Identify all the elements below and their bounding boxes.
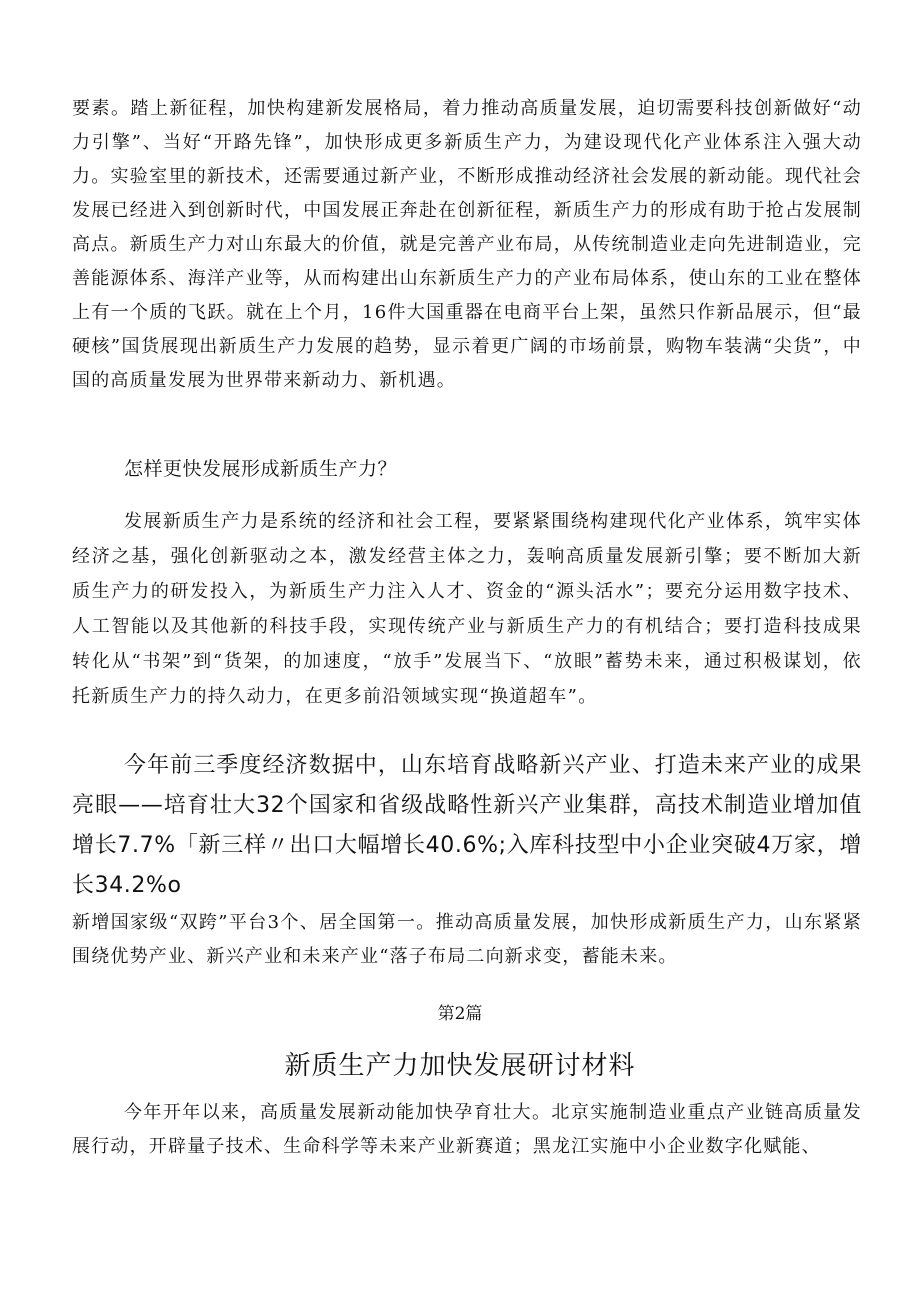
body-paragraph-3-tail: 新增国家级“双跨”平台3个、居全国第一。推动高质量发展，加快形成新质生产力，山东紧紧围绕优势产业、新兴产业和未来产业“落子布局二向新求变，蓄能未来。	[72, 912, 862, 967]
body-paragraph-1: 要素。踏上新征程，加快构建新发展格局，着力推动高质量发展，迫切需要科技创新做好“动力引擎”、当好“开路先锋”，加快形成更多新质生产力，为建设现代化产业体系注入强大动力。实验室里的新技术，还需要通过新产业，不断形成推动经济社会发展的新动能。现代社会发展已经进入到创新时代，中国发展正奔赴在创新征程，新质生产力的形成有助于抢占发展制高点。新质生产力对山东最大的价值，就是完善产业布局，从传统制造业走向先进制造业，完善能源体系、海洋产业等，从而构建出山东新质生产力的产业布局体系，使山东的工业在整体上有一个质的飞跃。就在上个月，16件大国重器在电商平台上架，虽然只作新品展示，但“最硬核”国货展现出新质生产力发展的趋势，显示着更广阔的市场前景，购物车装满“尖货”，中国的高质量发展为世界带来新动力、新机遇。	[72, 98, 862, 391]
highlight-text: 今年前三季度经济数据中，山东培育战略新兴产业、打造未来产业的成果亮眼——培育壮大32个国家和省级战略性新兴产业集群，高技术制造业增加值增长7.7%「新三样〃出口大幅增长40.6%;入库科技型中小企业突破4万家，增长34.2%o	[72, 753, 862, 898]
question-heading: 怎样更快发展形成新质生产力？	[124, 458, 398, 480]
document-title: 新质生产力加快发展研讨材料	[284, 1051, 636, 1081]
body-paragraph-4: 今年开年以来，高质量发展新动能加快孕育壮大。北京实施制造业重点产业链高质量发展行动，开辟量子技术、生命科学等未来产业新赛道；黑龙江实施中小企业数字化赋能、	[72, 1102, 862, 1157]
body-paragraph-2: 发展新质生产力是系统的经济和社会工程，要紧紧围绕构建现代化产业体系，筑牢实体经济之基，强化创新驱动之本，激发经营主体之力，轰响高质量发展新引擎；要不断加大新质生产力的研发投入，为新质生产力注入人才、资金的“源头活水”；要充分运用数字技术、人工智能以及其他新的科技手段，实现传统产业与新质生产力的有机结合；要打造科技成果转化从“书架”到“货架，的加速度，“放手”发展当下、“放眼”蓄势未来，通过积极谋划，依托新质生产力的持久动力，在更多前沿领域实现“换道超车”。	[72, 511, 862, 707]
section-label: 第2篇	[437, 1004, 483, 1024]
body-paragraph-3-highlight	[72, 746, 862, 907]
